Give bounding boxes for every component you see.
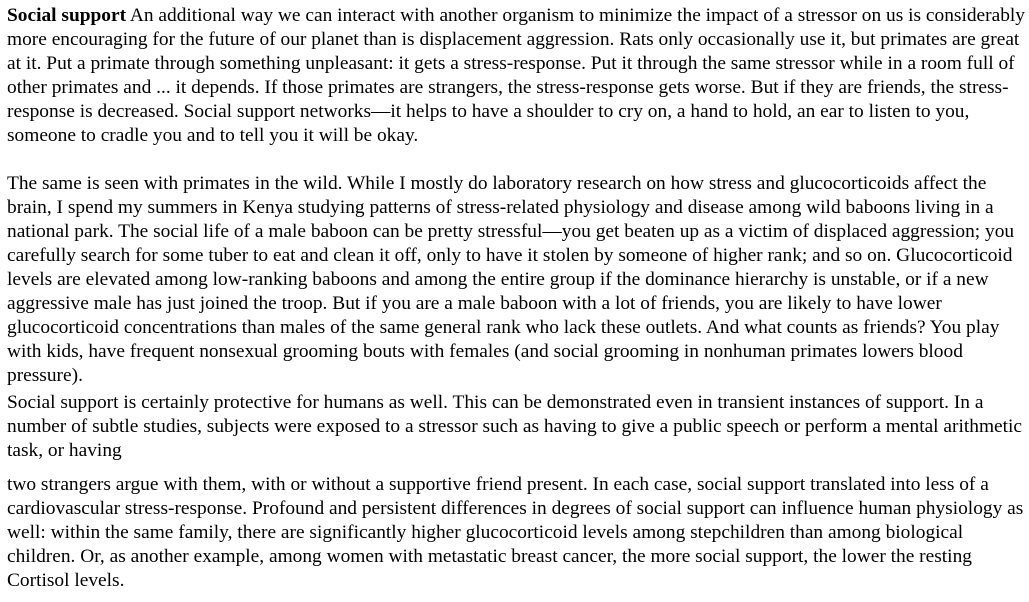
paragraph-strangers-argue: two strangers argue with them, with or without a supportive friend present. In each case, social support translated into less of a cardiovascular stress-response. Profound and persistent differences in degrees of social support can influence human physiology as well: within the same family, there are significantly higher glucocorticoid levels among stepchildren than among biological children. Or, as another example, among women with metastatic breast cancer, the more social support, the lower the resting Cortisol levels. <box>7 474 1024 591</box>
paragraph-humans-support: Social support is certainly protective for humans as well. This can be demonstrated even in transient instances of support. In a number of subtle studies, subjects were exposed to a stressor such as having to give a public speech or perform a mental arithmetic task, or having <box>7 392 1023 461</box>
paragraph-social-support <box>7 4 1025 148</box>
document-page <box>7 4 1025 593</box>
paragraph-primates-wild: The same is seen with primates in the wild. While I mostly do laboratory research on how stress and glucocorticoids affect the brain, I spend my summers in Kenya studying patterns of stress-related physiology and disease among wild baboons living in a national park. The social life of a male baboon can be pretty stressful—you get beaten up as a victim of displaced aggression; you carefully search for some tuber to eat and clean it off, only to have it stolen by someone of higher rank; and so on. Glucocorticoid levels are elevated among low-ranking baboons and among the entire group if the dominance hierarchy is unstable, or if a new aggressive male has just joined the troop. But if you are a male baboon with a lot of friends, you are likely to have lower glucocorticoid concentrations than males of the same general rank who lack these outlets. And what counts as friends? You play with kids, have frequent nonsexual grooming bouts with females (and social grooming in nonhuman primates lowers blood pressure). <box>7 173 1015 386</box>
paragraph-lead-heading: Social support <box>7 5 127 26</box>
paragraph-text: An additional way we can interact with another organism to minimize the impact of a stressor on us is considerably more encouraging for the future of our planet than is displacement aggression. Rats only occasionally use it, but primates are great at it. Put a primate through something unpleasant: it gets a stress-response. Put it through the same stressor while in a room full of other primates and ... it depends. If those primates are strangers, the stress-response gets worse. But if they are friends, the stress-response is decreased. Social support networks—it helps to have a shoulder to cry on, a hand to hold, an ear to listen to you, someone to cradle you and to tell you it will be okay. <box>7 5 1025 146</box>
